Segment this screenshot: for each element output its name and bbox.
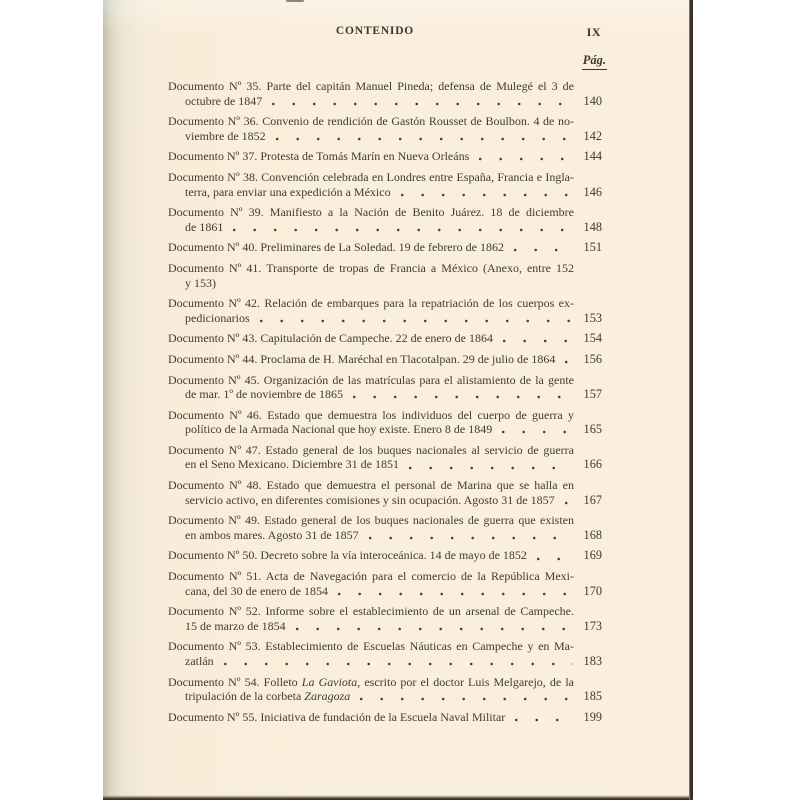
entry-page-number: 144 <box>583 149 602 164</box>
entry-text: octubre de 1847 <box>185 93 263 108</box>
entry-text: de mar. 1º de noviembre de 1865 <box>185 387 344 402</box>
toc-entry <box>168 675 602 704</box>
toc-entry <box>168 569 602 598</box>
dot-leader <box>398 185 573 200</box>
entry-text: político de la Armada Nacional que hoy existe. Enero 8 de 1849 <box>185 422 493 437</box>
entry-page-number: 170 <box>583 583 602 598</box>
entry-text: Documento Nº 43. Capitulación de Campeche. 22 de enero de 1864 <box>168 331 493 346</box>
dot-leader <box>406 457 573 472</box>
entry-text: Documento Nº 44. Proclama de H. Maréchal en Tlacotalpan. 29 de julio de 1864 <box>168 351 556 366</box>
toc-list <box>168 79 602 730</box>
dot-leader <box>293 619 573 634</box>
entry-text: Documento Nº 53. Establecimiento de Escuelas Náuticas en Campeche y en Ma- <box>168 639 574 654</box>
dot-leader <box>512 710 573 725</box>
dot-leader <box>511 240 573 255</box>
entry-text: Documento Nº 55. Iniciativa de fundación de la Escuela Naval Militar <box>168 709 506 724</box>
entry-text: en ambos mares. Agosto 31 de 1857 <box>185 527 359 542</box>
page-column-header: Pág. <box>582 53 607 70</box>
entry-page-number: 146 <box>583 184 602 199</box>
toc-entry <box>168 710 602 725</box>
entry-text: Documento Nº 51. Acta de Navegación para el comercio de la República Mexi- <box>168 569 574 584</box>
entry-page-number: 168 <box>583 527 602 542</box>
entry-text: Documento Nº 42. Relación de embarques para la repatriación de los cuerpos ex- <box>168 296 574 311</box>
toc-entry <box>168 149 602 164</box>
entry-text: pedicionarios <box>185 310 250 325</box>
entry-text: cana, del 30 de enero de 1854 <box>185 583 328 598</box>
entry-text: Documento Nº 54. Folleto La Gaviota, escrito por el doctor Luis Melgarejo, de la <box>168 674 574 689</box>
entry-page-number: 167 <box>583 492 602 507</box>
entry-text: 15 de marzo de 1854 <box>185 618 286 633</box>
entry-page-number: 142 <box>583 128 602 143</box>
dot-leader <box>221 654 573 669</box>
folio-number: IX <box>586 25 601 39</box>
entry-text: Documento Nº 48. Estado que demuestra el personal de Marina que se halla en <box>168 478 574 493</box>
dot-leader <box>357 689 573 704</box>
entry-page-number: 173 <box>583 618 602 633</box>
entry-text: tripulación de la corbeta Zaragoza <box>185 689 351 704</box>
entry-text: servicio activo, en diferentes comisiones y sin ocupación. Agosto 31 de 1857 <box>185 492 555 507</box>
dot-leader <box>476 149 573 164</box>
entry-page-number: 140 <box>583 93 602 108</box>
entry-page-number: 156 <box>583 351 602 366</box>
entry-page-number: 166 <box>583 457 602 472</box>
entry-page-number: 199 <box>583 709 602 724</box>
entry-page-number: 153 <box>583 310 602 325</box>
dot-leader <box>257 311 573 326</box>
toc-entry <box>168 604 602 633</box>
entry-page-number: 169 <box>583 548 602 563</box>
toc-entry <box>168 478 602 507</box>
entry-text: Documento Nº 38. Convención celebrada en Londres entre España, Francia e Ingla- <box>168 169 574 184</box>
dot-leader <box>230 220 573 235</box>
toc-entry <box>168 331 602 346</box>
entry-text: en el Seno Mexicano. Diciembre 31 de 1851 <box>185 457 399 472</box>
toc-entry <box>168 261 602 290</box>
toc-entry <box>168 170 602 199</box>
entry-text: Documento Nº 49. Estado general de los buques nacionales de guerra que existen <box>168 513 574 528</box>
entry-text: Documento Nº 45. Organización de las matrículas para el alistamiento de la gente <box>168 372 574 387</box>
dot-leader <box>562 493 573 508</box>
toc-entry <box>168 513 602 542</box>
toc-entry <box>168 114 602 143</box>
toc-entry <box>168 443 602 472</box>
entry-text: Documento Nº 35. Parte del capitán Manuel Pineda; defensa de Mulegé el 3 de <box>168 79 574 93</box>
toc-entry <box>168 79 602 108</box>
entry-text: de 1861 <box>185 219 224 234</box>
dot-leader <box>350 387 573 402</box>
toc-entry <box>168 639 602 668</box>
entry-page-number: 148 <box>583 219 602 234</box>
toc-entry <box>168 408 602 437</box>
toc-entry <box>168 240 602 255</box>
entry-text: Documento Nº 46. Estado que demuestra los individuos del cuerpo de guerra y <box>168 407 574 422</box>
dot-leader <box>534 548 573 563</box>
scanned-book-page <box>103 0 693 800</box>
scan-artifact <box>286 0 304 2</box>
dot-leader <box>269 94 573 109</box>
page-right-edge <box>689 0 693 800</box>
entry-text: Documento Nº 36. Convenio de rendición de Gastón Rousset de Boulbon. 4 de no- <box>168 114 574 129</box>
entry-text: Documento Nº 41. Transporte de tropas de Francia a México (Anexo, entre 152 <box>168 260 574 275</box>
toc-entry <box>168 296 602 325</box>
entry-text: Documento Nº 39. Manifiesto a la Nación de Benito Juárez. 18 de diciembre <box>168 205 574 220</box>
dot-leader <box>273 129 573 144</box>
entry-text: terra, para enviar una expedición a México <box>185 184 391 199</box>
entry-text: Documento Nº 50. Decreto sobre la vía interoceánica. 14 de mayo de 1852 <box>168 548 527 563</box>
entry-text: viembre de 1852 <box>185 128 266 143</box>
entry-page-number: 185 <box>583 689 602 704</box>
page-bottom-edge <box>103 795 691 800</box>
entry-text: Documento Nº 37. Protesta de Tomás Marín en Nueva Orleáns <box>168 149 470 164</box>
dot-leader <box>366 528 573 543</box>
toc-entry <box>168 205 602 234</box>
dot-leader <box>500 331 573 346</box>
entry-text: Documento Nº 47. Estado general de los buques nacionales al servicio de guerra <box>168 442 574 457</box>
entry-page-number: 165 <box>583 422 602 437</box>
dot-leader <box>335 584 573 599</box>
page-title: CONTENIDO <box>335 25 415 37</box>
toc-entry <box>168 352 602 367</box>
entry-text: Documento Nº 52. Informe sobre el establecimiento de un arsenal de Campeche. <box>168 604 574 619</box>
entry-page-number: 157 <box>583 387 602 402</box>
dot-leader <box>562 352 573 367</box>
toc-entry <box>168 373 602 402</box>
entry-text: zatlán <box>185 654 214 668</box>
entry-text: y 153) <box>185 275 216 290</box>
entry-text: Documento Nº 40. Preliminares de La Soledad. 19 de febrero de 1862 <box>168 240 504 255</box>
entry-page-number: 154 <box>583 331 602 346</box>
dot-leader <box>499 422 573 437</box>
toc-entry <box>168 548 602 563</box>
entry-page-number: 151 <box>583 240 602 255</box>
entry-page-number: 183 <box>583 654 602 668</box>
